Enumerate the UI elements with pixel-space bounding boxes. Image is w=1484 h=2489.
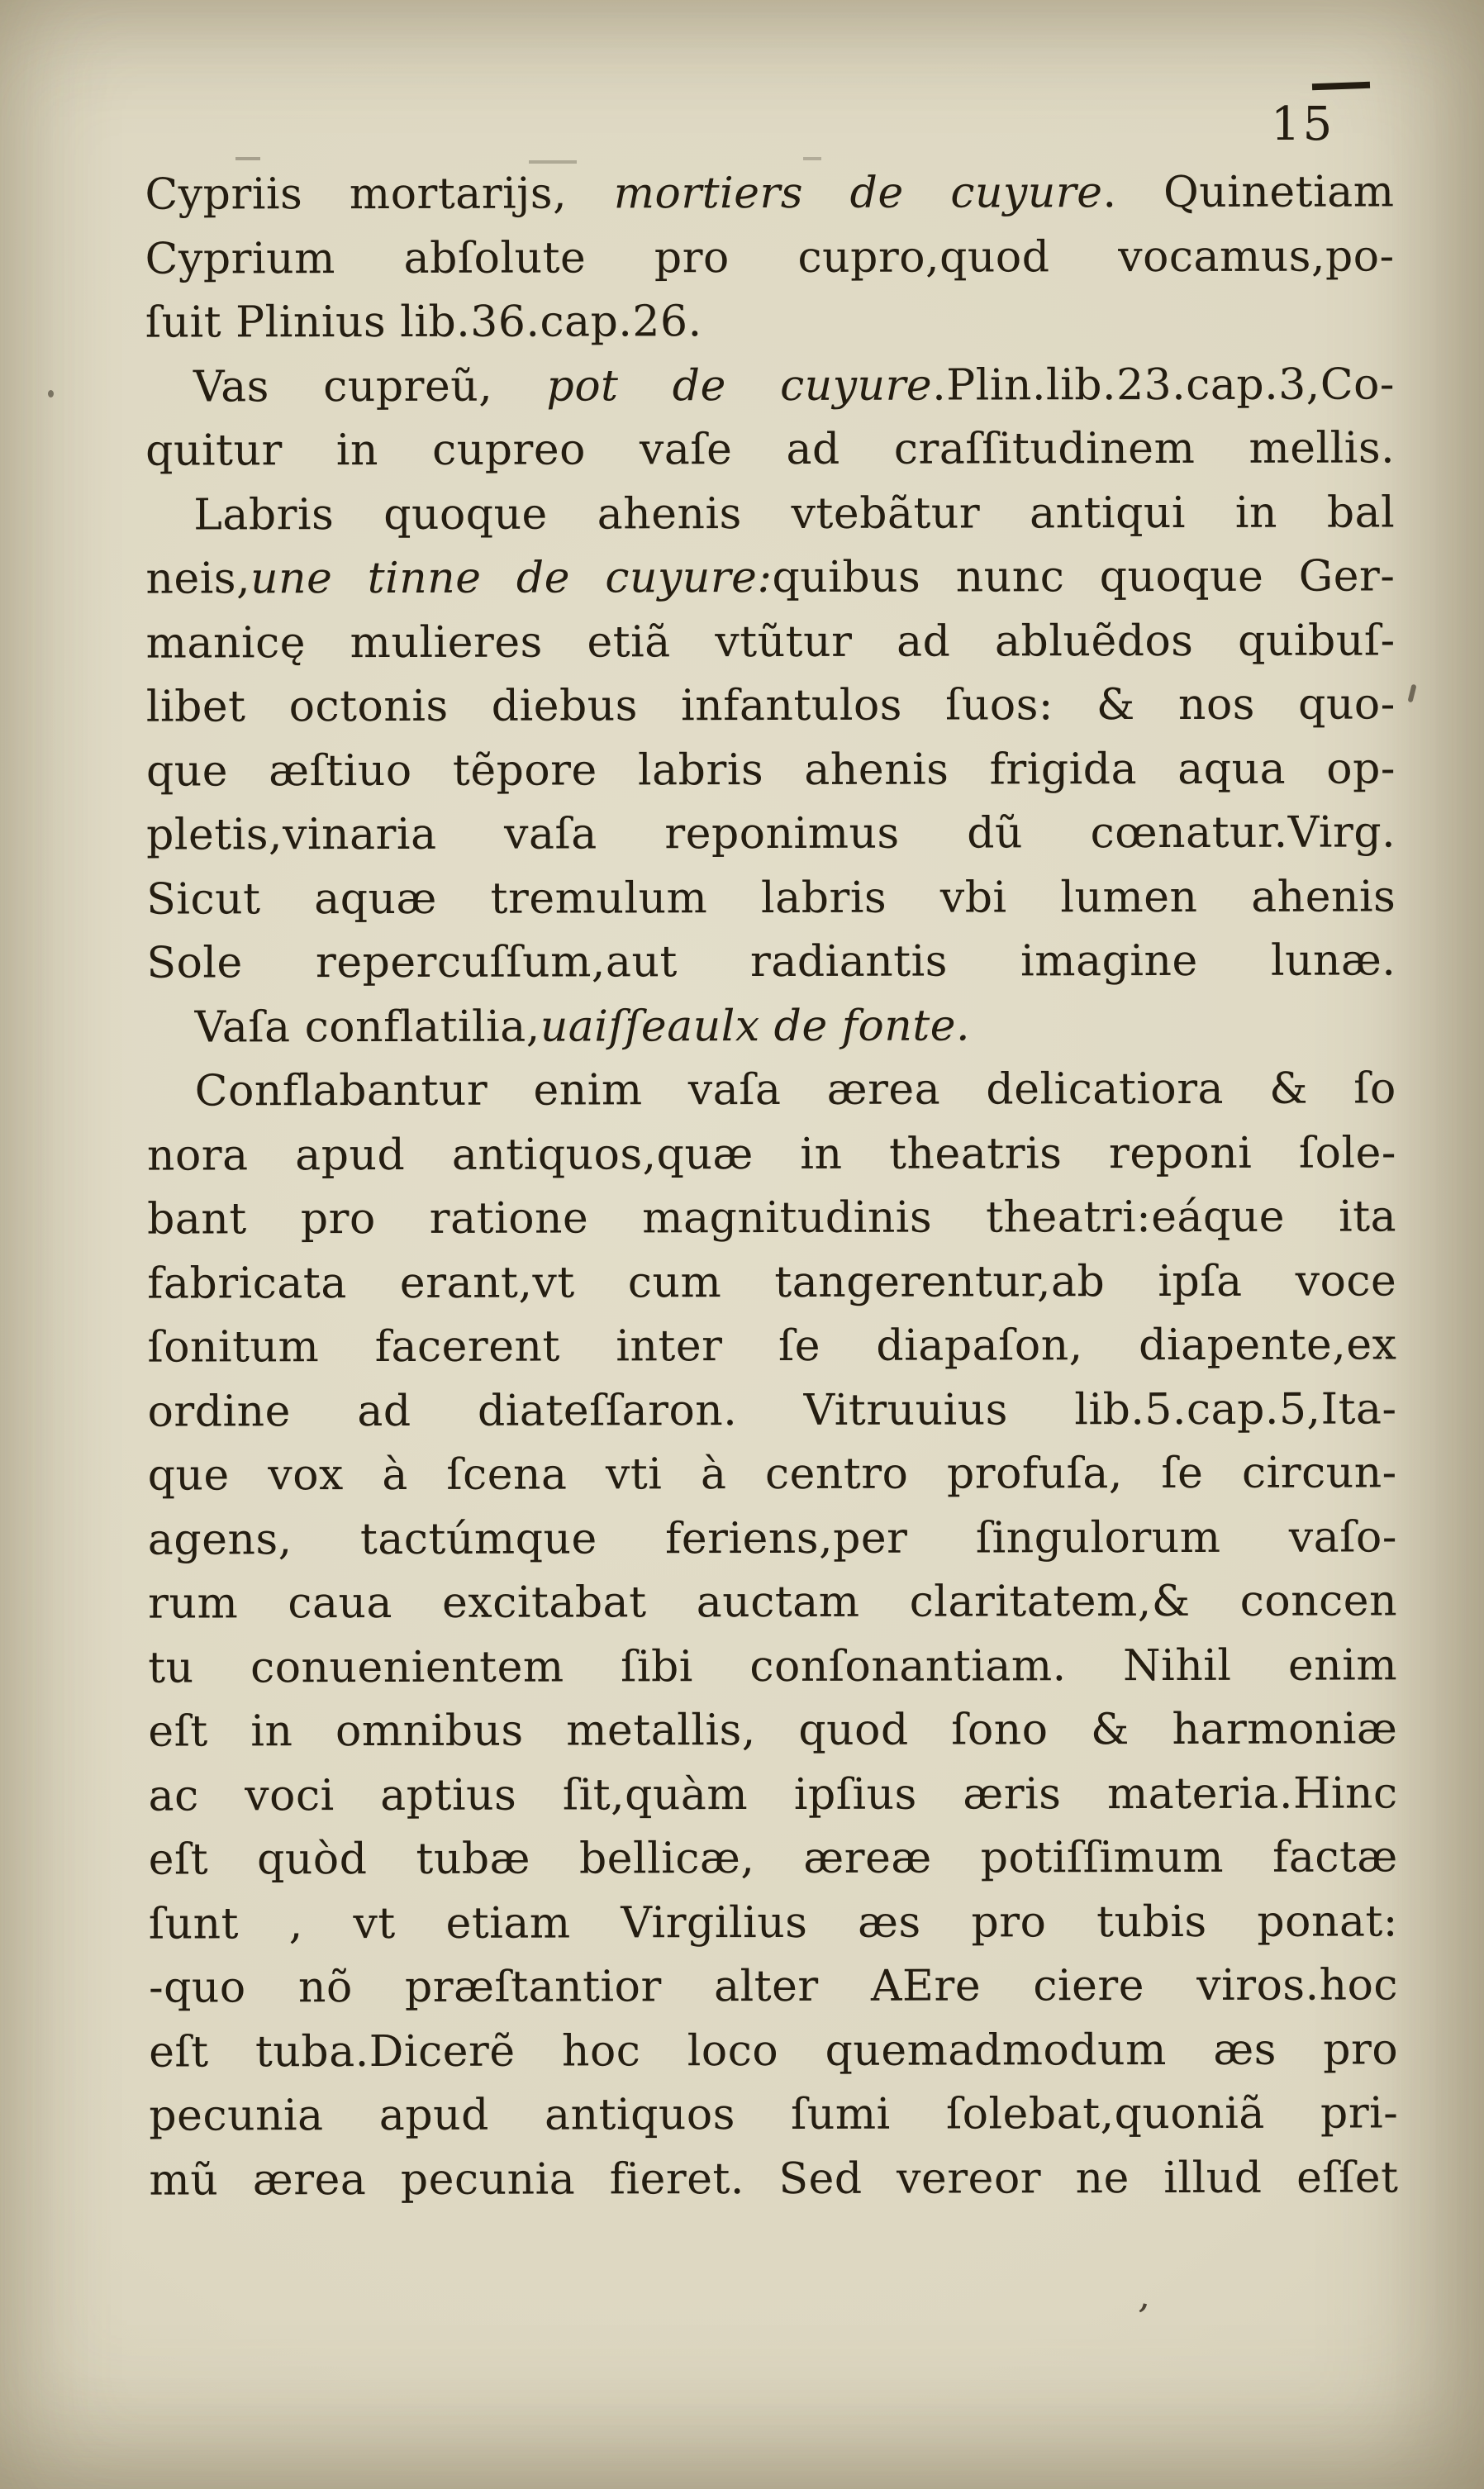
latin-text: Conflabantur enim vaſa ærea delicatiora & ſo xyxy=(194,1064,1396,1116)
text-line xyxy=(146,609,1396,676)
latin-text: agens, tactúmque feriens,per ſingulorum vaſo- xyxy=(147,1511,1397,1565)
scan-artifact-bar xyxy=(1312,82,1370,90)
text-line xyxy=(145,288,1395,355)
latin-text: ſunt , vt etiam Virgilius æs pro tubis ponat: xyxy=(148,1896,1398,1949)
latin-text: que vox à ſcena vti à centro profuſa, ſe circun- xyxy=(147,1448,1397,1501)
text-line xyxy=(147,1121,1396,1188)
latin-text: ſonitum facerent inter ſe diapaſon, diapente,ex xyxy=(147,1320,1397,1373)
text-line xyxy=(149,2146,1398,2213)
latin-text: ac voci aptius ſit,quàm ipſius æris materia.Hinc xyxy=(148,1768,1398,1821)
latin-text: .Plin.lib.23.cap.3,Co- xyxy=(932,359,1396,411)
text-line xyxy=(147,993,1396,1060)
latin-text: rum caua excitabat auctam claritatem,& concen xyxy=(147,1576,1398,1629)
text-line xyxy=(146,801,1396,868)
latin-text: Labris quoque ahenis vtebãtur antiqui in bal xyxy=(193,487,1396,540)
latin-text: Vas cupreũ, xyxy=(193,361,547,412)
latin-text: Cyprium abſolute pro cupro,quod vocamus,po- xyxy=(145,231,1395,284)
french-gloss: pot de cuyure xyxy=(546,360,933,412)
latin-text: quitur in cupreo vaſe ad craſſitudinem mellis. xyxy=(145,423,1396,476)
latin-text: tu conuenientem ſibi conſonantiam. Nihil enim xyxy=(148,1640,1398,1693)
text-line xyxy=(148,1441,1397,1508)
text-line xyxy=(146,673,1396,740)
ink-speck xyxy=(48,390,54,397)
text-line xyxy=(145,481,1395,548)
text-line xyxy=(148,1569,1397,1636)
text-line xyxy=(149,2082,1398,2149)
latin-text: libet octonis diebus infantulos ſuos: & nos quo- xyxy=(145,679,1396,732)
ink-mark: ʼ xyxy=(1129,2295,1151,2341)
latin-text: ordine ad diateſſaron. Vitruuius lib.5.cap.5,Ita- xyxy=(147,1383,1397,1437)
text-line xyxy=(147,1249,1396,1316)
latin-text: neis, xyxy=(145,554,251,604)
text-block xyxy=(145,160,1398,2212)
latin-text: pecunia apud antiquos ſumi ſolebat,quoniã pri- xyxy=(149,2088,1399,2141)
latin-text: Vaſa conflatilia, xyxy=(194,1002,540,1052)
ink-speck xyxy=(1407,684,1416,703)
latin-text: manicę mulieres etiã vtũtur ad abluẽdos quibuſ- xyxy=(145,615,1396,669)
text-line xyxy=(145,416,1395,483)
latin-text: mũ ærea pecunia fieret. Sed vereor ne illud eſſet xyxy=(149,2152,1399,2206)
text-line xyxy=(145,160,1394,227)
text-line xyxy=(148,1697,1397,1764)
text-line xyxy=(146,865,1396,932)
latin-text: bant pro ratione magnitudinis theatri:eáque ita xyxy=(147,1192,1397,1244)
text-line xyxy=(146,929,1396,996)
text-line xyxy=(148,1634,1397,1701)
text-line xyxy=(147,1378,1396,1444)
text-line xyxy=(148,1762,1397,1829)
text-line xyxy=(145,353,1395,420)
french-gloss: une tinne de cuyure: xyxy=(250,552,773,604)
latin-text: eſt in omnibus metallis, quod ſono & harmoniæ xyxy=(148,1704,1398,1757)
text-line xyxy=(147,1313,1396,1380)
latin-text: nora apud antiquos,quæ in theatris reponi ſole- xyxy=(146,1127,1396,1181)
french-gloss: mortiers de cuyure xyxy=(613,168,1103,219)
text-line xyxy=(149,1890,1398,1957)
scan-artifact-bleed xyxy=(235,157,260,160)
french-gloss: uaiſſeaulx de fonte. xyxy=(540,1000,971,1052)
text-line xyxy=(146,737,1396,804)
page-number: 15 xyxy=(1271,98,1335,151)
text-line xyxy=(145,545,1395,612)
latin-text: Sole repercuſſum,aut radiantis imagine lunæ. xyxy=(146,935,1396,988)
text-line xyxy=(147,1057,1396,1124)
latin-text: fabricata erant,vt cum tangerentur,ab ipſa voce xyxy=(147,1255,1397,1309)
scan-artifact-bleed xyxy=(803,157,821,160)
latin-text: pletis,vinaria vaſa reponimus dũ cœnatur.Virg. xyxy=(146,807,1396,860)
latin-text: ſuit Plinius lib.36.cap.26. xyxy=(145,297,702,348)
latin-text: eſt tuba.Dicerẽ hoc loco quemadmodum æs pro xyxy=(149,2024,1399,2077)
text-line xyxy=(149,1825,1398,1892)
text-line xyxy=(148,1506,1397,1573)
text-line xyxy=(149,1954,1398,2020)
latin-text: Cypriis mortarijs, xyxy=(145,169,614,220)
text-line xyxy=(147,1185,1396,1252)
latin-text: -quo nõ præſtantior alter AEre ciere viros.hoc xyxy=(148,1960,1399,2013)
text-line xyxy=(149,2018,1398,2085)
latin-text: que æſtiuo tẽpore labris ahenis frigida aqua op- xyxy=(145,743,1396,797)
text-line xyxy=(145,225,1395,292)
latin-text: eſt quòd tubæ bellicæ, æreæ potiſſimum factæ xyxy=(148,1832,1398,1885)
latin-text: . Quinetiam xyxy=(1102,167,1395,218)
latin-text: Sicut aquæ tremulum labris vbi lumen ahenis xyxy=(146,871,1396,925)
latin-text: quibus nunc quoque Ger- xyxy=(772,551,1396,602)
